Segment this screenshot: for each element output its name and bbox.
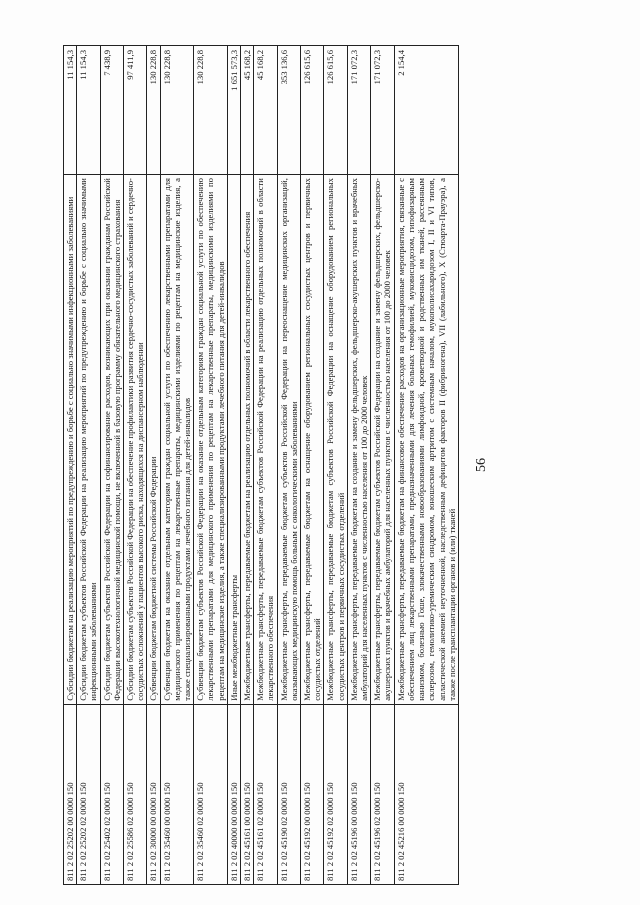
amount-cell: 353 136,6 — [277, 46, 300, 175]
rotated-content — [63, 45, 498, 885]
description-cell: Межбюджетные трансферты, передаваемые бюджетам на реализацию отдельных полномочий в области лекарственного обеспечения — [241, 175, 254, 705]
amount-cell: 126 615,6 — [324, 46, 347, 175]
table-row — [277, 46, 300, 885]
description-cell: Межбюджетные трансферты, передаваемые бюджетам субъектов Российской Федерации на создание и замену фельдшерских, фельдшерско-акушерских пунктов и врачебных амбулаторий для населенных пунктов с численностью населения от 100 до 2000 человек — [371, 175, 394, 705]
table-row — [100, 46, 123, 885]
amount-cell: 130 228,8 — [147, 46, 160, 175]
description-cell: Субсидии бюджетам субъектов Российской Федерации на софинансирование расходов, возникающих при оказании гражданам Российской Федерации высокотехнологичной медицинской помощи, не включенной в базовую программу обязательного медицинского страхования — [100, 175, 123, 705]
budget-code-cell: 811 2 02 45161 02 0000 150 — [254, 704, 277, 884]
budget-code-cell: 811 2 02 45196 00 0000 150 — [347, 704, 370, 884]
table-row — [124, 46, 147, 885]
description-cell: Межбюджетные трансферты, передаваемые бюджетам на создание и замену фельдшерских, фельдшерско-акушерских пунктов и врачебных амбулаторий для населенных пунктов с численностью населения от 100 до 2000 человек — [347, 175, 370, 705]
page-number: 56 — [474, 458, 489, 472]
amount-cell: 130 228,8 — [194, 46, 228, 175]
budget-code-cell: 811 2 02 45190 02 0000 150 — [277, 704, 300, 884]
table-row — [254, 46, 277, 885]
amount-cell: 45 168,2 — [254, 46, 277, 175]
amount-cell: 171 072,3 — [347, 46, 370, 175]
description-cell: Иные межбюджетные трансферты — [227, 175, 240, 705]
budget-code-cell: 811 2 02 30000 00 0000 150 — [147, 704, 160, 884]
budget-code-cell: 811 2 02 25202 00 0000 150 — [64, 704, 77, 884]
description-cell: Межбюджетные трансферты, передаваемые бюджетам субъектов Российской Федерации на переоснащение медицинских организаций, оказывающих медицинскую помощь больным с онкологическими заболеваниями — [277, 175, 300, 705]
table-body — [64, 46, 459, 885]
budget-code-cell: 811 2 02 45192 00 0000 150 — [301, 704, 324, 884]
amount-cell: 130 228,8 — [160, 46, 194, 175]
description-cell: Субвенции бюджетам на оказание отдельным категориям граждан социальной услуги по обеспечению лекарственными препаратами для медицинского применения по рецептам на лекарственные препараты, медицинскими изделиями по рецептам на медицинские изделия, а также специализированными продуктами лечебного питания для детей-инвалидов — [160, 175, 194, 705]
table-row — [64, 46, 77, 885]
amount-cell: 97 411,9 — [124, 46, 147, 175]
budget-code-cell: 811 2 02 25202 02 0000 150 — [77, 704, 100, 884]
amount-cell: 171 072,3 — [371, 46, 394, 175]
budget-table — [63, 45, 459, 885]
table-row — [241, 46, 254, 885]
table-row — [147, 46, 160, 885]
description-cell: Межбюджетные трансферты, передаваемые бюджетам на финансовое обеспечение расходов на организационные мероприятия, связанные с обеспечением лиц лекарственными препаратами, предназначенными для лечения больных гемофилией, муковисцидозом, гипофизарным нанизмом, болезнью Гоше, злокачественными новообразованиями лимфоидной, кроветворной и родственных им тканей, рассеянным склерозом, гемолитико-уремическим синдромом, юношеским артритом с системным началом, мукополисахаридозом I, II и VI типов, апластической анемией неуточненной, наследственным дефицитом факторов II (фибриногена), VII (лабильного), X (Стюарта-Прауэра), а также после трансплантации органов и (или) тканей — [394, 175, 458, 705]
table-row — [194, 46, 228, 885]
amount-cell: 11 154,3 — [77, 46, 100, 175]
budget-code-cell: 811 2 02 45196 02 0000 150 — [371, 704, 394, 884]
table-row — [324, 46, 347, 885]
amount-cell: 2 154,4 — [394, 46, 458, 175]
amount-cell: 126 615,6 — [301, 46, 324, 175]
amount-cell: 11 154,3 — [64, 46, 77, 175]
budget-code-cell: 811 2 02 35460 02 0000 150 — [194, 704, 228, 884]
table-row — [227, 46, 240, 885]
budget-code-cell: 811 2 02 25586 02 0000 150 — [124, 704, 147, 884]
description-cell: Субвенции бюджетам субъектов Российской Федерации на оказание отдельным категориям граждан социальной услуги по обеспечению лекарственными препаратами для медицинского применения по рецептам на лекарственные препараты, медицинскими изделиями по рецептам на медицинские изделия, а также специализированными продуктами лечебного питания для детей-инвалидов — [194, 175, 228, 705]
table-row — [371, 46, 394, 885]
table-row — [347, 46, 370, 885]
table-row — [394, 46, 458, 885]
description-cell: Субсидии бюджетам на реализацию мероприятий по предупреждению и борьбе с социально значимыми инфекционными заболеваниями — [64, 175, 77, 705]
description-cell: Межбюджетные трансферты, передаваемые бюджетам на оснащение оборудованием региональных сосудистых центров и первичных сосудистых отделений — [301, 175, 324, 705]
budget-code-cell: 811 2 02 25402 02 0000 150 — [100, 704, 123, 884]
budget-code-cell: 811 2 02 40000 00 0000 150 — [227, 704, 240, 884]
table-row — [301, 46, 324, 885]
amount-cell: 1 651 573,3 — [227, 46, 240, 175]
table-row — [160, 46, 194, 885]
description-cell: Межбюджетные трансферты, передаваемые бюджетам субъектов Российской Федерации на реализацию отдельных полномочий в области лекарственного обеспечения — [254, 175, 277, 705]
amount-cell: 7 438,9 — [100, 46, 123, 175]
description-cell: Субвенции бюджетам бюджетной системы Российской Федерации — [147, 175, 160, 705]
budget-code-cell: 811 2 02 35460 00 0000 150 — [160, 704, 194, 884]
budget-code-cell: 811 2 02 45216 00 0000 150 — [394, 704, 458, 884]
budget-code-cell: 811 2 02 45192 02 0000 150 — [324, 704, 347, 884]
description-cell: Субсидии бюджетам субъектов Российской Федерации на реализацию мероприятий по предупреждению и борьбе с социально значимыми инфекционными заболеваниями — [77, 175, 100, 705]
amount-cell: 45 168,2 — [241, 46, 254, 175]
table-row — [77, 46, 100, 885]
description-cell: Субсидии бюджетам субъектов Российской Федерации на обеспечение профилактики развития сердечно-сосудистых заболеваний и сердечно-сосудистых осложнений у пациентов высокого риска, находящихся на диспансерном наблюдении — [124, 175, 147, 705]
description-cell: Межбюджетные трансферты, передаваемые бюджетам субъектов Российской Федерации на оснащение оборудованием региональных сосудистых центров и первичных сосудистых отделений — [324, 175, 347, 705]
budget-code-cell: 811 2 02 45161 00 0000 150 — [241, 704, 254, 884]
